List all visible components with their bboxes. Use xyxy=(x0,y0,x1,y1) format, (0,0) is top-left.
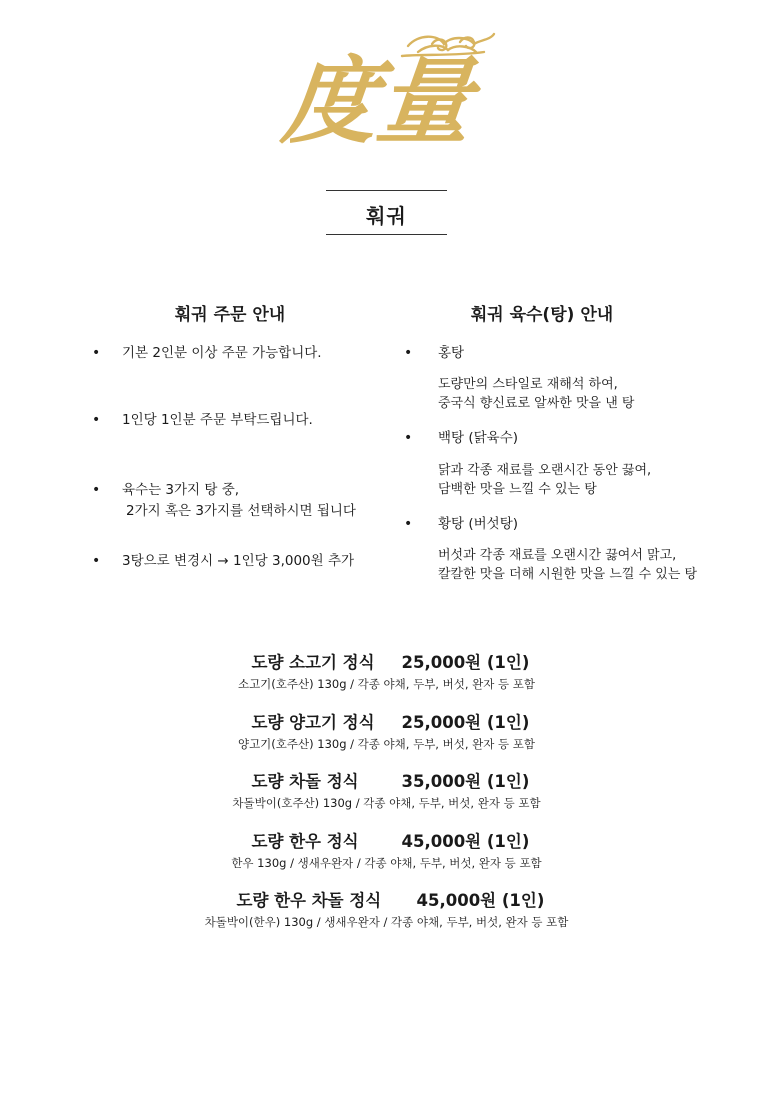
menu-item-name: 도량 차돌 정식 xyxy=(251,772,359,791)
broth-description-line: 중국식 향신료로 알싸한 맛을 낸 탕 xyxy=(438,396,635,411)
menu-item-description: 차돌박이(호주산) 130g / 각종 야채, 두부, 버섯, 완자 등 포함 xyxy=(232,796,541,810)
menu-item-description: 양고기(호주산) 130g / 각종 야채, 두부, 버섯, 완자 등 포함 xyxy=(237,737,536,751)
bullet-icon: • xyxy=(404,430,413,446)
menu-item xyxy=(0,649,773,692)
menu-item xyxy=(0,709,773,752)
broth-description-line: 도량만의 스타일로 재해석 하여, xyxy=(438,377,618,392)
menu-item-description: 한우 130g / 생새우완자 / 각종 야채, 두부, 버섯, 완자 등 포함 xyxy=(231,856,542,870)
broth-name: 백탕 (닭육수) xyxy=(438,430,519,446)
broth-description-line: 닭과 각종 재료를 오랜시간 동안 끓여, xyxy=(438,463,652,478)
broth-description xyxy=(438,546,697,584)
menu-item-description: 소고기(호주산) 130g / 각종 야채, 두부, 버섯, 완자 등 포함 xyxy=(237,677,536,691)
broth-name: 홍탕 xyxy=(438,345,465,361)
menu-item-name: 도량 한우 정식 xyxy=(251,832,359,851)
bullet-icon: • xyxy=(404,345,413,361)
broth-description-line: 버섯과 각종 재료를 오랜시간 끓여서 맑고, xyxy=(438,548,677,563)
title-top-rule xyxy=(326,190,447,191)
menu-item-price: 25,000원 (1인) xyxy=(401,653,530,672)
menu-item xyxy=(0,768,773,811)
bullet-icon: • xyxy=(92,553,101,569)
order-guide-heading: 훠궈 주문 안내 xyxy=(174,305,286,325)
broth-description-line: 담백한 맛을 느낄 수 있는 탕 xyxy=(438,482,597,497)
menu-item-price: 45,000원 (1인) xyxy=(401,832,530,851)
order-guide-item-text: 육수는 3가지 탕 중, xyxy=(122,482,240,498)
order-guide-item-text: 1인당 1인분 주문 부탁드립니다. xyxy=(122,412,313,428)
bullet-icon: • xyxy=(92,482,101,498)
menu-item-price: 35,000원 (1인) xyxy=(401,772,530,791)
menu-item-description: 차돌박이(한우) 130g / 생새우완자 / 각종 야채, 두부, 버섯, 완자 등 포함 xyxy=(204,915,569,929)
broth-description xyxy=(438,375,634,413)
bullet-icon: • xyxy=(92,345,101,361)
menu-item xyxy=(0,887,773,930)
broth-guide-heading: 훠궈 육수(탕) 안내 xyxy=(470,305,614,325)
order-guide-item-text: 3탕으로 변경시 → 1인당 3,000원 추가 xyxy=(122,553,355,569)
menu-item-name: 도량 소고기 정식 xyxy=(251,653,375,672)
page-title: 훠궈 xyxy=(366,204,407,228)
bullet-icon: • xyxy=(92,412,101,428)
menu-item xyxy=(0,828,773,871)
broth-description xyxy=(438,461,651,499)
broth-description-line: 칼칼한 맛을 더해 시원한 맛을 느낄 수 있는 탕 xyxy=(438,567,698,582)
logo xyxy=(268,22,500,168)
title-bottom-rule xyxy=(326,234,447,235)
logo-text: 度量 xyxy=(277,47,478,157)
order-guide-item-text: 기본 2인분 이상 주문 가능합니다. xyxy=(122,345,322,361)
menu-item-price: 25,000원 (1인) xyxy=(401,713,530,732)
broth-name: 황탕 (버섯탕) xyxy=(438,516,519,532)
bullet-icon: • xyxy=(404,516,413,532)
order-guide-item-text: 2가지 혹은 3가지를 선택하시면 됩니다 xyxy=(126,503,356,519)
menu-item-name: 도량 한우 차돌 정식 xyxy=(236,891,382,910)
menu-item-name: 도량 양고기 정식 xyxy=(251,713,375,732)
menu-item-price: 45,000원 (1인) xyxy=(416,891,545,910)
